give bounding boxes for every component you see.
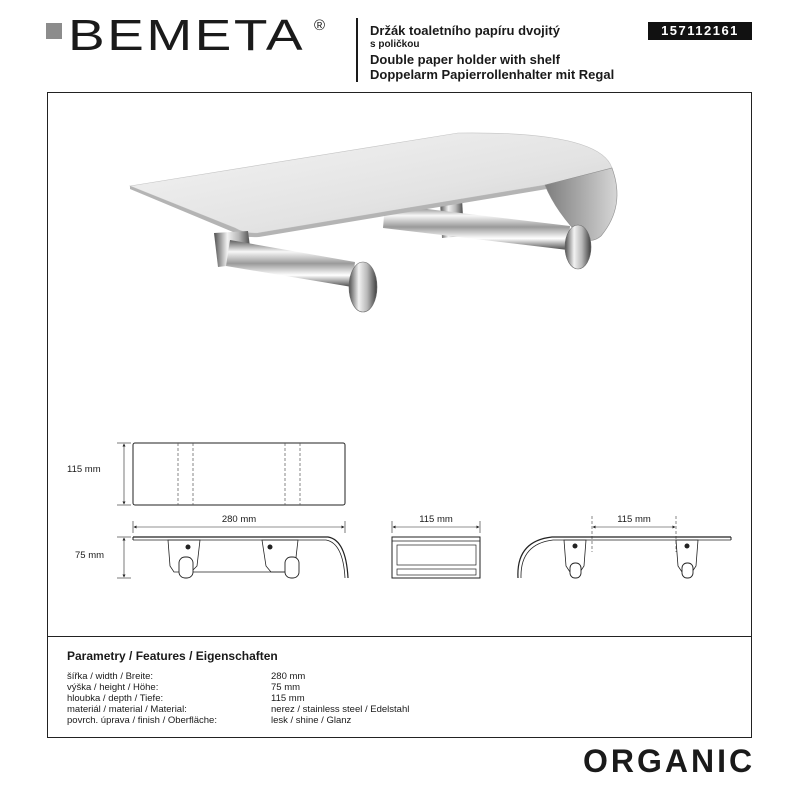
- screw-hole: [186, 545, 191, 550]
- feature-value: lesk / shine / Glanz: [271, 715, 352, 726]
- feature-row: [0, 715, 800, 726]
- back-rod-end-cap: [565, 225, 591, 269]
- width-label: 280 mm: [221, 514, 257, 525]
- height-label: 75 mm: [75, 550, 105, 561]
- logo-square: [46, 23, 62, 39]
- screw-hole: [573, 544, 578, 549]
- registered-mark: ®: [314, 17, 326, 34]
- product-photo: [110, 115, 630, 325]
- rod-end-cap: [179, 557, 193, 578]
- feature-row: [0, 704, 800, 715]
- feature-row: [0, 693, 800, 704]
- end-view-depth-label: 115 mm: [617, 514, 651, 525]
- feature-value: 75 mm: [271, 682, 301, 693]
- front-view: [75, 537, 348, 578]
- feature-label: povrch. úprava / finish / Oberfläche:: [67, 715, 217, 726]
- end-view: [518, 514, 731, 578]
- features-heading: Parametry / Features / Eigenschaften: [67, 649, 278, 663]
- shelf-profile-inner: [521, 540, 731, 578]
- feature-label: výška / height / Höhe:: [67, 682, 159, 693]
- front-rod-end-cap: [349, 262, 377, 312]
- screw-hole: [268, 545, 273, 550]
- feature-label: hloubka / depth / Tiefe:: [67, 693, 164, 704]
- product-title-de: Doppelarm Papierrollenhalter mit Regal: [370, 67, 615, 82]
- side-view: [392, 514, 480, 578]
- top-view: [67, 443, 345, 533]
- feature-row: [0, 682, 800, 693]
- feature-value: 115 mm: [271, 693, 305, 704]
- feature-label: materiál / material / Material:: [67, 704, 187, 715]
- top-view-depth-label: 115 mm: [67, 464, 101, 475]
- roll-space: [397, 545, 476, 565]
- product-title-cs: Držák toaletního papíru dvojitý: [370, 23, 560, 38]
- brand-logo: BEMETA: [68, 11, 306, 60]
- product-subtitle-cs: s poličkou: [370, 39, 420, 50]
- header-divider: [356, 18, 358, 82]
- feature-value: nerez / stainless steel / Edelstahl: [271, 704, 410, 715]
- product-code-badge: 157112161: [648, 22, 752, 40]
- feature-value: 280 mm: [271, 671, 306, 682]
- side-view-outline: [392, 537, 480, 578]
- technical-drawings: [47, 425, 752, 595]
- feature-label: šířka / width / Breite:: [67, 671, 154, 682]
- product-title-en: Double paper holder with shelf: [370, 52, 560, 67]
- rod-end-cap: [285, 557, 299, 578]
- section-divider: [47, 636, 752, 637]
- shelf-profile: [518, 537, 731, 578]
- rod-end-cap: [682, 563, 693, 578]
- rod-end-cap: [570, 563, 581, 578]
- screw-hole: [685, 544, 690, 549]
- top-view-outline: [133, 443, 345, 505]
- front-roll-rod: [226, 240, 355, 287]
- feature-row: [0, 671, 800, 682]
- collection-name: ORGANIC: [583, 743, 756, 779]
- base-plate: [397, 569, 476, 575]
- side-view-depth-label: 115 mm: [419, 514, 453, 525]
